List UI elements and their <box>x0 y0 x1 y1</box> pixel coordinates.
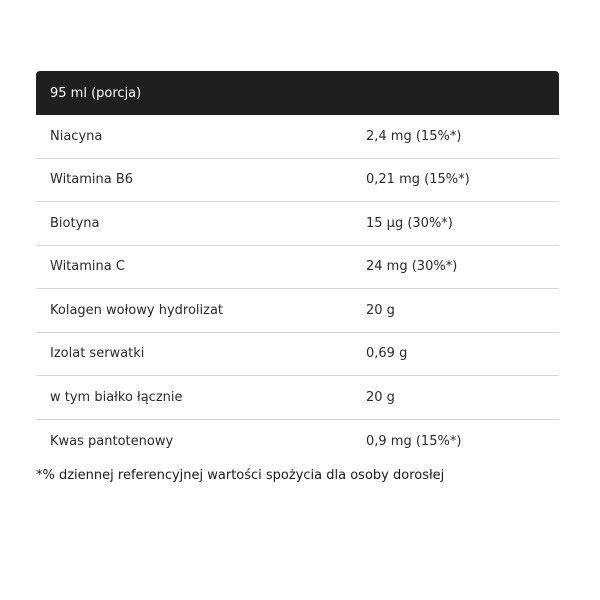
nutrient-name: Biotyna <box>50 215 100 231</box>
table-row <box>36 115 559 159</box>
table-row <box>36 420 559 464</box>
nutrient-value: 24 mg (30%*) <box>366 259 458 275</box>
table-header <box>36 71 559 115</box>
table-row <box>36 289 559 333</box>
nutrient-value: 20 g <box>366 302 395 318</box>
nutrition-table <box>36 71 559 463</box>
footnote: *% dziennej referencyjnej wartości spożycia dla osoby dorosłej <box>36 468 445 483</box>
nutrient-name: Kwas pantotenowy <box>50 433 174 449</box>
table-row <box>36 376 559 420</box>
table-row <box>36 246 559 290</box>
nutrient-value: 2,4 mg (15%*) <box>366 128 462 144</box>
table-row <box>36 202 559 246</box>
nutrient-value: 20 g <box>366 389 395 405</box>
nutrient-name: Witamina C <box>50 259 125 275</box>
nutrient-name: Witamina B6 <box>50 172 134 188</box>
nutrient-name: w tym białko łącznie <box>50 389 183 405</box>
nutrient-name: Izolat serwatki <box>50 346 145 362</box>
nutrient-name: Kolagen wołowy hydrolizat <box>50 302 224 318</box>
table-row <box>36 159 559 203</box>
nutrient-value: 0,69 g <box>366 346 408 362</box>
table-row <box>36 333 559 377</box>
serving-size-label: 95 ml (porcja) <box>50 85 142 101</box>
nutrient-value: 0,21 mg (15%*) <box>366 172 470 188</box>
nutrient-value: 15 µg (30%*) <box>366 215 453 231</box>
nutrient-name: Niacyna <box>50 128 103 144</box>
nutrient-value: 0,9 mg (15%*) <box>366 433 462 449</box>
